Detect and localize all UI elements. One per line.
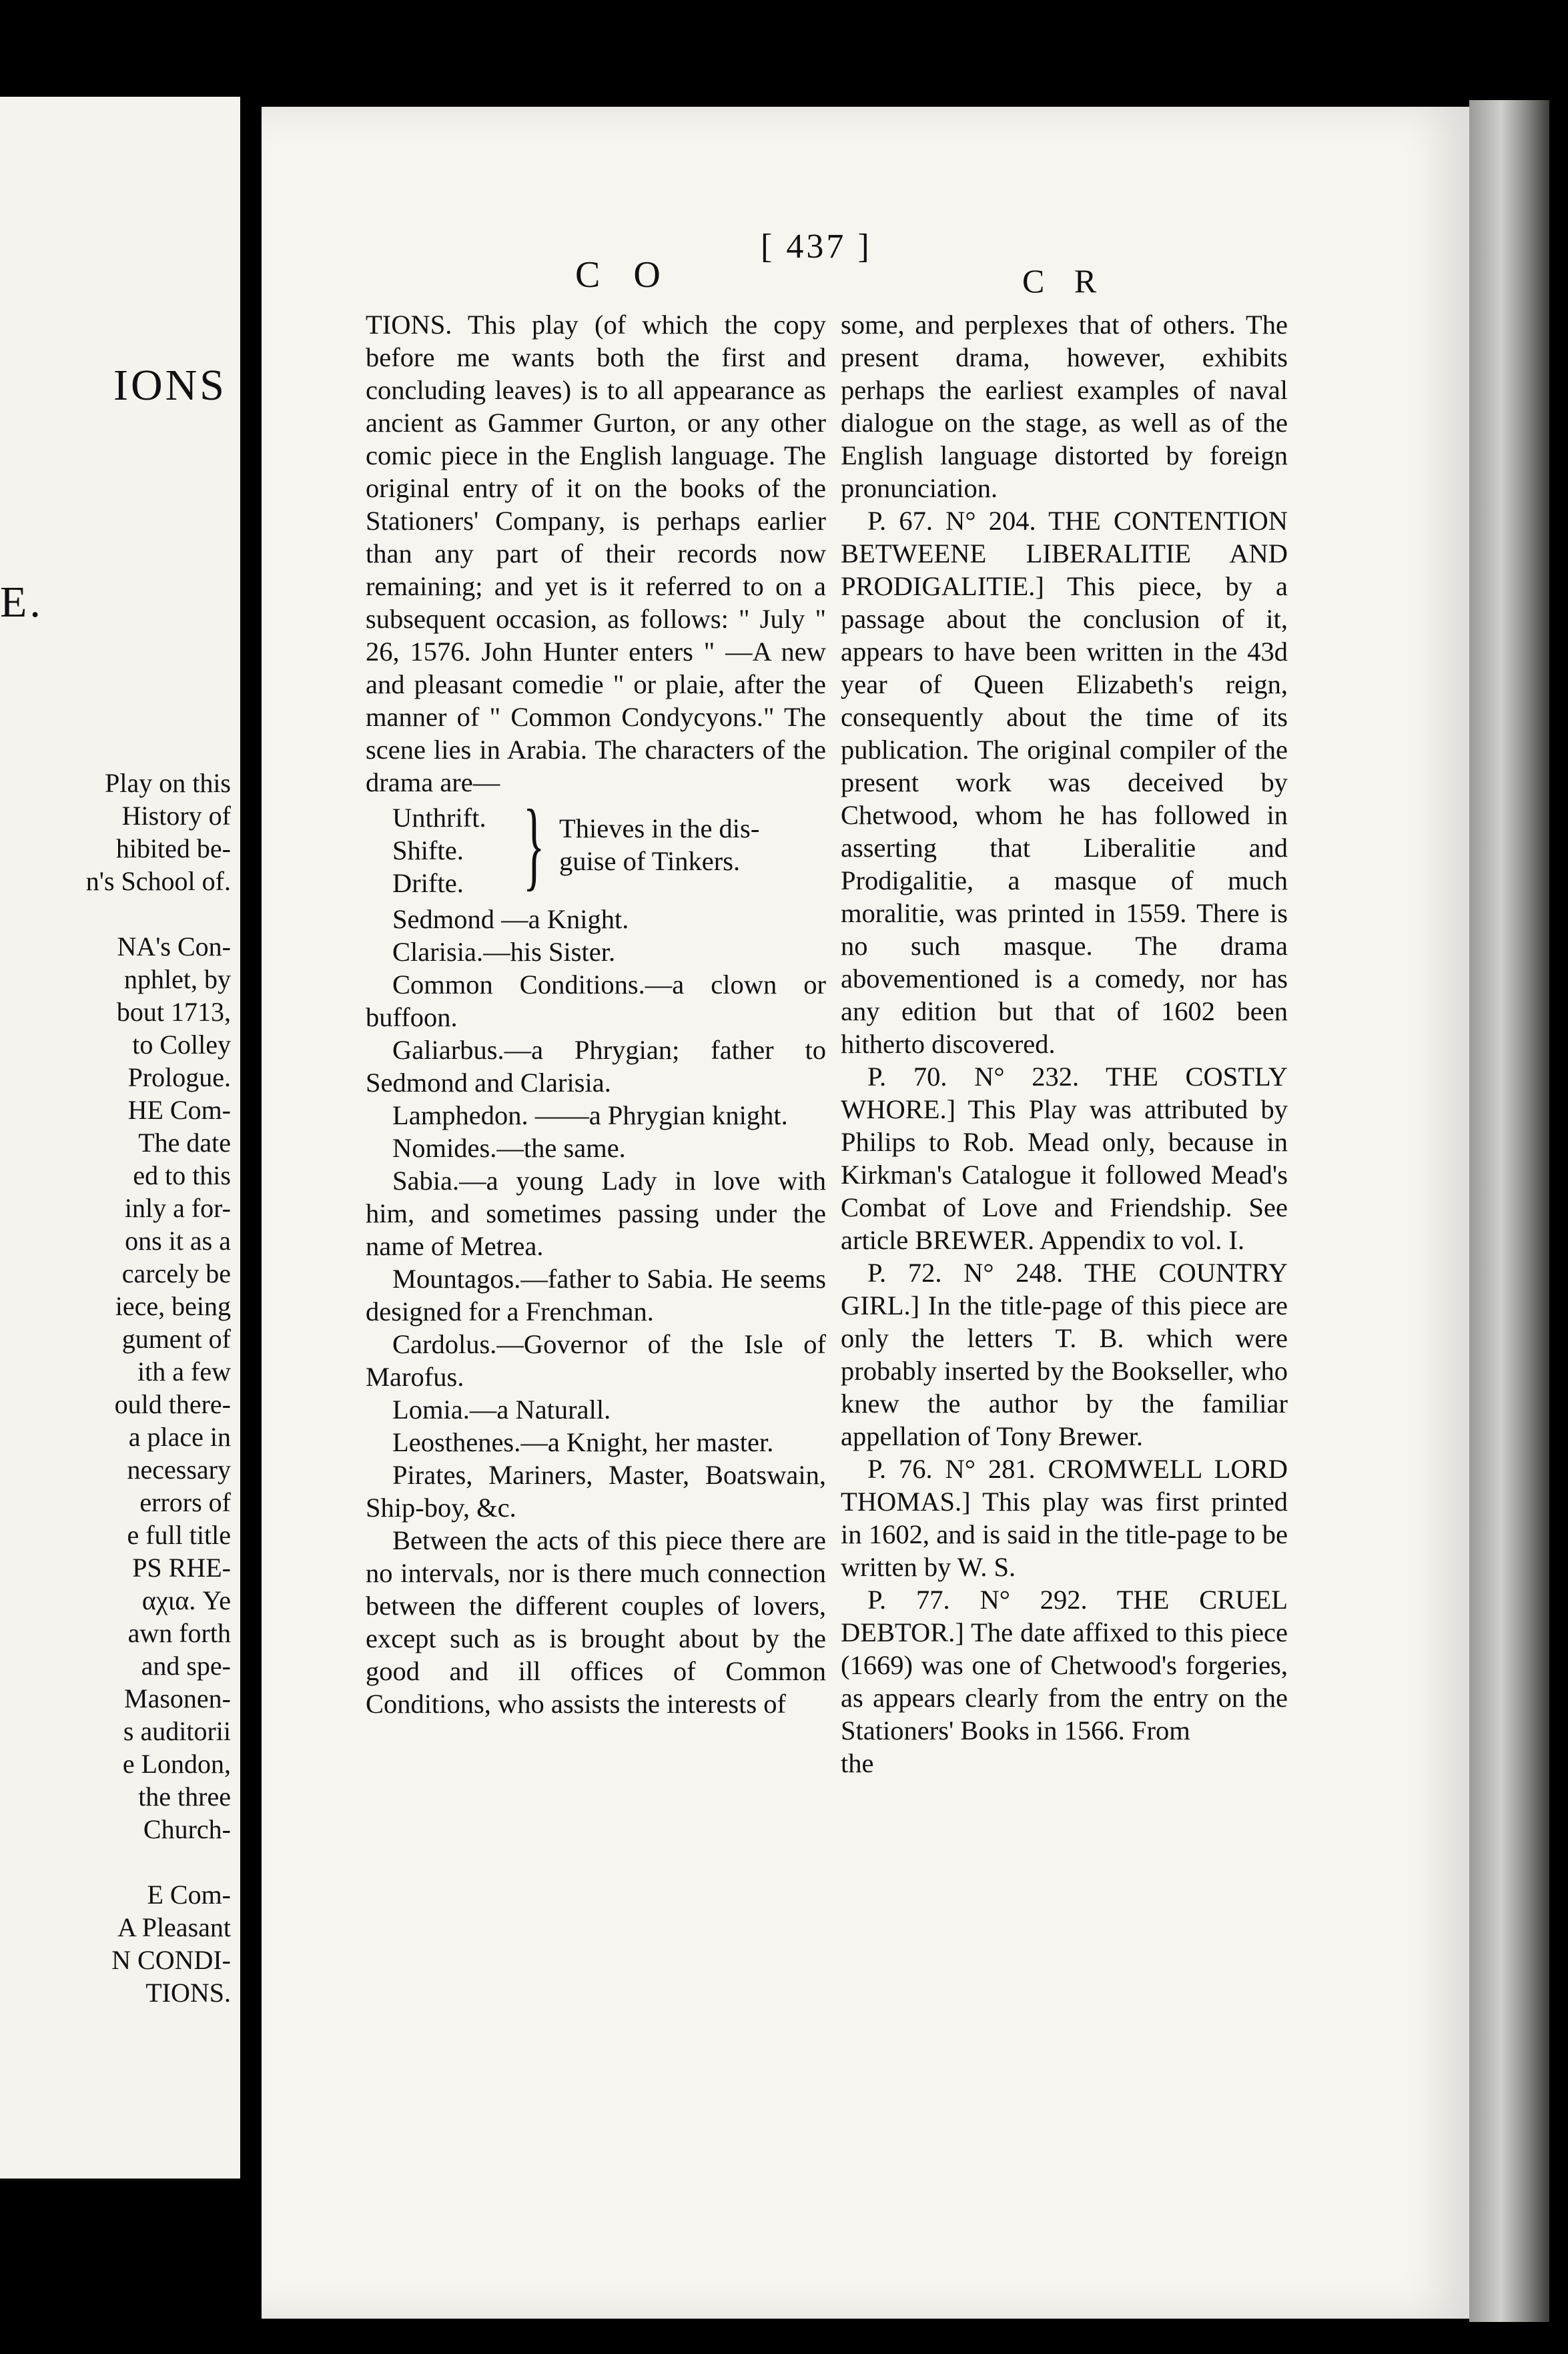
character-entry: Common Conditions.—a clown or buffoon. [366, 969, 826, 1032]
text-column-right [841, 308, 1288, 1780]
left-page-line: e full title [127, 1520, 231, 1550]
left-page-line: Masonen- [124, 1683, 231, 1713]
left-page-line: carcely be [121, 1258, 231, 1288]
left-page-line: E Com- [147, 1880, 231, 1910]
character-entry: Clarisia.—his Sister. [392, 937, 616, 967]
left-page-line: hibited be- [115, 833, 231, 863]
left-page-line: necessary [127, 1455, 231, 1485]
left-page-line: PS RHE- [132, 1553, 231, 1583]
left-page-line: errors of [139, 1487, 231, 1517]
left-page-fragment [0, 97, 240, 2179]
running-head-right: C R [1022, 262, 1108, 300]
paragraph: TIONS. This play (of which the copy before me wants both the first and concluding leaves) is to all appearance as ancient as Gammer Gurton, or any other comic piece in the English language. The original entry of it on the books of the Stationers' Company, is perhaps earlier than any part of their records now remaining; and yet is it referred to on a subsequent occasion, as follows: " July " 26, 1576. John Hunter enters " —A new and pleasant comedie " or plaie, after the manner of " Common Condycyons." The scene lies in Arabia. The characters of the drama are— [366, 310, 826, 797]
text-column-left [366, 308, 826, 1720]
left-page-line: HE Com- [127, 1095, 231, 1125]
left-page-line: gument of [121, 1324, 231, 1354]
catchword: the [841, 1748, 874, 1778]
paragraph: P. 70. N° 232. THE COSTLY WHORE.] This Play was attributed by Philips to Rob. Mead only, because in Kirkman's Catalogue it followed Mead's Combat of Love and Friendship. See article BREWER. Appendix to vol. I. [841, 1062, 1288, 1255]
description-line: guise of Tinkers. [559, 846, 741, 876]
left-page-line: s auditorii [123, 1716, 231, 1746]
left-page-line: ed to this [133, 1160, 231, 1190]
brace-glyph: } [523, 789, 545, 900]
paragraph: P. 67. N° 204. THE CONTENTION BETWEENE LIBERALITIE AND PRODIGALITIE.] This piece, by a passage about the conclusion of it, appears to have been written in the 43d year of Queen Elizabeth's reign, consequently about the time of its publication. The original compiler of the present work was deceived by Chetwood, whom he has followed in asserting that Liberalitie and Prodigalitie, a masque of much moralitie, was printed in 1559. There is no such masque. The drama abovementioned is a comedy, nor has any edition but that of 1602 been hitherto discovered. [841, 506, 1288, 1059]
character-entry: Galiarbus.—a Phrygian; father to Sedmond and Clarisia. [366, 1035, 826, 1098]
thieves-description [559, 812, 759, 877]
left-page-line: ith a few [137, 1356, 231, 1387]
character-entry: Leosthenes.—a Knight, her master. [392, 1427, 774, 1457]
character-entry: Sedmond —a Knight. [392, 904, 629, 934]
paragraph: P. 77. N° 292. THE CRUEL DEBTOR.] The date affixed to this piece (1669) was one of Chetwood's forgeries, as appears clearly from the entry on the Stationers' Books in 1566. From [841, 1585, 1288, 1745]
left-page-line: awn forth [127, 1618, 231, 1648]
left-page-line: A Pleasant [117, 1912, 231, 1942]
left-page-header: IONS [113, 361, 227, 410]
left-page-line: ould there- [114, 1389, 231, 1419]
character-entry: Pirates, Mariners, Master, Boatswain, Ship-boy, &c. [366, 1460, 826, 1523]
paragraph: some, and perplexes that of others. The present drama, however, exhibits perhaps the earliest examples of naval dialogue on the stage, as well as of the English language distorted by foreign pronunciation. [841, 310, 1288, 503]
character-entry: Cardolus.—Governor of the Isle of Marofus. [366, 1329, 826, 1392]
left-page-line: History of [121, 801, 231, 831]
left-page-line: to Colley [132, 1030, 231, 1060]
description-line: Thieves in the dis- [559, 813, 760, 843]
left-page-line: Church- [143, 1814, 231, 1844]
character-entry: Sabia.—a young Lady in love with him, and sometimes passing under the name of Metrea. [366, 1166, 826, 1261]
character-entry: Lomia.—a Naturall. [392, 1395, 611, 1425]
left-page-line: iece, being [115, 1291, 231, 1321]
left-page-line: The date [138, 1128, 231, 1158]
left-page-letter: E. [0, 578, 43, 627]
left-page-line: inly a for- [124, 1193, 231, 1223]
left-page-line: bout 1713, [116, 997, 231, 1027]
left-page-line: TIONS. [145, 1978, 231, 2008]
book-binding-edge [1469, 100, 1549, 2322]
left-page-line: nphlet, by [124, 964, 231, 994]
left-page-line: Play on this [105, 768, 231, 798]
paragraph: P. 76. N° 281. CROMWELL LORD THOMAS.] This play was first printed in 1602, and is said in the title-page to be written by W. S. [841, 1454, 1288, 1582]
left-page-line: αχια. Ye [141, 1585, 231, 1615]
left-page-line: the three [138, 1782, 231, 1812]
character-name: Shifte. [392, 835, 464, 865]
character-entry: Mountagos.—father to Sabia. He seems designed for a Frenchman. [366, 1264, 826, 1326]
left-page-line: ons it as a [125, 1226, 231, 1256]
character-name: Drifte. [392, 868, 464, 898]
character-entry: Lamphedon. ——a Phrygian knight. [392, 1100, 788, 1130]
running-head-left: C O [575, 254, 673, 296]
character-entry: Nomides.—the same. [392, 1133, 626, 1163]
left-page-line: N CONDI- [111, 1945, 231, 1975]
left-page-line: n's School of. [85, 866, 231, 896]
character-group-thieves [366, 789, 826, 901]
left-page-line: a place in [128, 1422, 231, 1452]
thieves-names [392, 801, 486, 899]
left-page-line: e London, [122, 1749, 231, 1779]
paragraph: P. 72. N° 248. THE COUNTRY GIRL.] In the title-page of this piece are only the letters T. B. which were probably inserted by the Bookseller, who knew the author by the familiar appellation of Tony Brewer. [841, 1258, 1288, 1451]
left-page-line: Prologue. [127, 1062, 231, 1092]
paragraph: Between the acts of this piece there are no intervals, nor is there much connection between the different couples of lovers, except such as is brought about by the good and ill offices of Common Conditions, who assists the interests of [366, 1525, 826, 1719]
left-page-line: NA's Con- [117, 931, 231, 961]
page-number: [ 437 ] [761, 228, 872, 266]
character-name: Unthrift. [392, 803, 486, 833]
left-page-line: and spe- [141, 1651, 231, 1681]
